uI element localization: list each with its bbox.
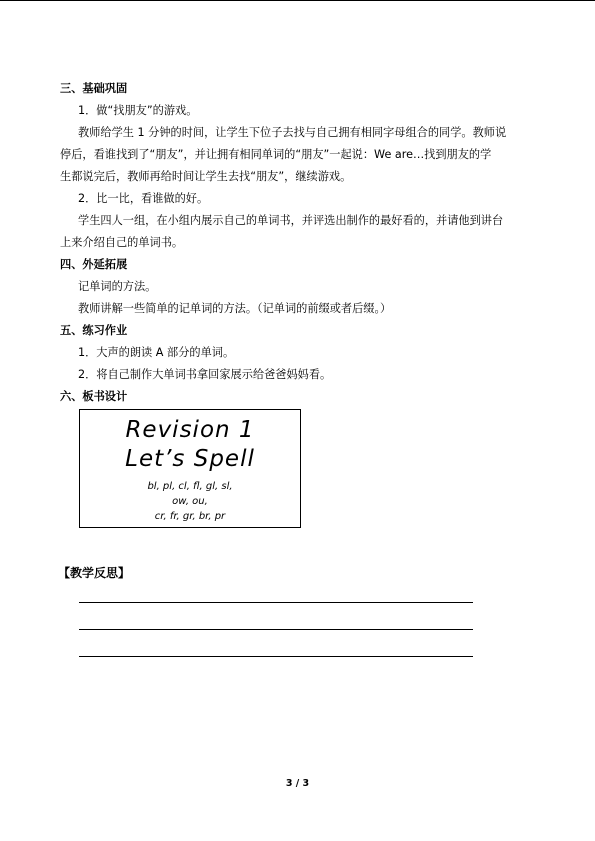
blackboard-design bbox=[79, 409, 301, 528]
section-3-item-2: 2．比一比，看谁做的好。 bbox=[78, 192, 209, 205]
board-letters-row-1: bl, pl, cl, fl, gl, sl, bbox=[147, 481, 233, 492]
reflection-title: 【教学反思】 bbox=[58, 566, 131, 580]
section-3-paragraph-1-line-3: 生都说完后，教师再给时间让学生去找“朋友”，继续游戏。 bbox=[60, 170, 352, 183]
reflection-writing-line bbox=[79, 629, 473, 630]
board-letters-row-3: cr, fr, gr, br, pr bbox=[154, 511, 226, 522]
section-3-item-1: 1．做“找朋友”的游戏。 bbox=[78, 104, 198, 117]
reflection-writing-line bbox=[79, 602, 473, 603]
section-3-heading: 三、基础巩固 bbox=[60, 82, 128, 95]
document-body bbox=[60, 78, 534, 408]
section-4-line-1: 记单词的方法。 bbox=[78, 280, 157, 293]
section-6-heading: 六、板书设计 bbox=[60, 390, 128, 403]
page-number: 3 / 3 bbox=[285, 778, 310, 789]
section-4-heading: 四、外延拓展 bbox=[60, 258, 128, 271]
section-4-line-2: 教师讲解一些简单的记单词的方法。（记单词的前缀或者后缀。） bbox=[78, 302, 392, 315]
section-5-heading: 五、练习作业 bbox=[60, 324, 128, 337]
section-3-paragraph-1-line-1: 教师给学生 1 分钟的时间，让学生下位子去找与自己拥有相同字母组合的同学。教师说 bbox=[78, 126, 507, 139]
top-rule bbox=[0, 0, 595, 1]
board-letters-row-2: ow, ou, bbox=[172, 496, 208, 507]
reflection-writing-line bbox=[79, 656, 473, 657]
section-5-item-2: 2．将自己制作大单词书拿回家展示给爸爸妈妈看。 bbox=[78, 368, 332, 381]
section-5-item-1: 1．大声的朗读 A 部分的单词。 bbox=[78, 346, 235, 359]
board-title-line-2: Let’s Spell bbox=[125, 446, 255, 472]
section-3-paragraph-1-line-2: 停后，看谁找到了“朋友”，并让拥有相同单词的“朋友”一起说：We are…找到朋友的学 bbox=[60, 148, 492, 161]
section-3-paragraph-2-line-1: 学生四人一组，在小组内展示自己的单词书，并评选出制作的最好看的，并请他到讲台 bbox=[78, 214, 504, 227]
section-3-paragraph-2-line-2: 上来介绍自己的单词书。 bbox=[60, 236, 184, 249]
board-title-line-1: Revision 1 bbox=[125, 417, 255, 443]
